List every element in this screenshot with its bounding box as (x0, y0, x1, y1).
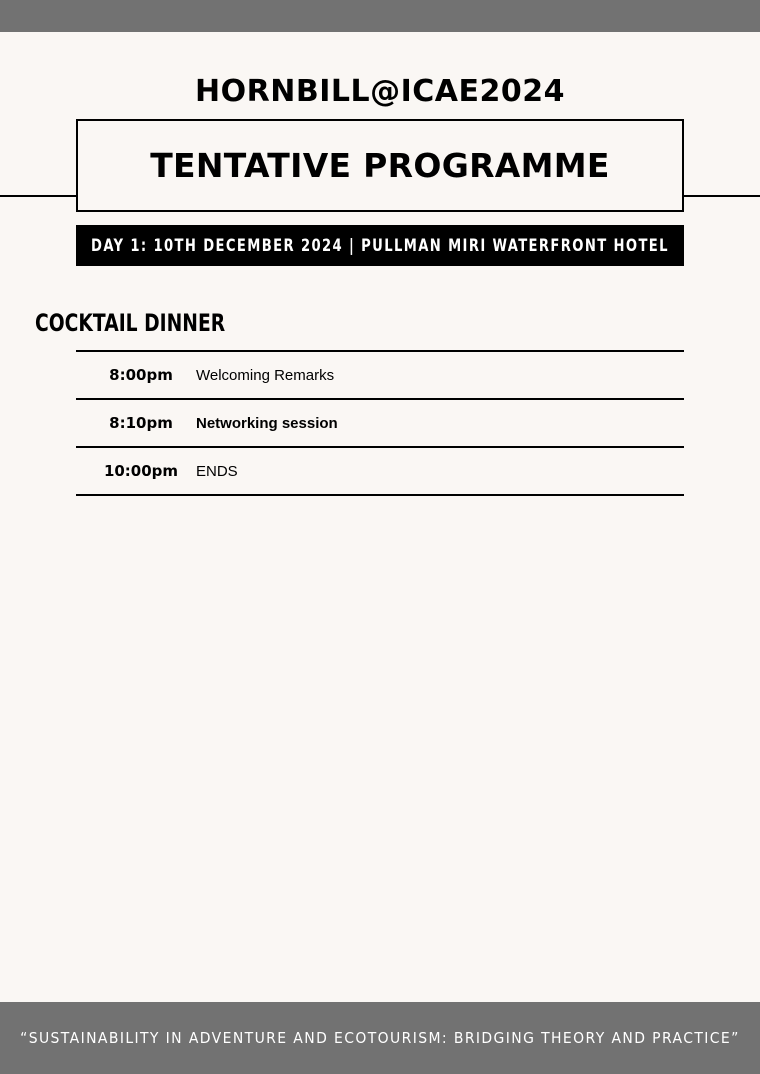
row-activity: Welcoming Remarks (196, 366, 335, 384)
table-row (76, 448, 684, 496)
footer-bar (0, 1002, 760, 1074)
table-row (76, 400, 684, 448)
section-title: COCKTAIL DINNER (35, 309, 226, 337)
left-divider (0, 195, 77, 197)
row-activity: Networking session (196, 414, 338, 432)
row-activity: ENDS (196, 462, 238, 480)
top-bar (0, 0, 760, 32)
row-time: 10:00pm (103, 462, 179, 480)
footer-tagline: “SUSTAINABILITY IN ADVENTURE AND ECOTOURISM: BRIDGING THEORY AND PRACTICE” (20, 1029, 740, 1047)
schedule-table (76, 350, 684, 496)
row-time: 8:10pm (109, 414, 173, 432)
programme-title: TENTATIVE PROGRAMME (150, 146, 610, 185)
programme-title-box (76, 119, 684, 212)
table-row (76, 352, 684, 400)
day-banner (76, 225, 684, 266)
day-banner-text: DAY 1: 10TH DECEMBER 2024 | PULLMAN MIRI WATERFRONT HOTEL (91, 235, 669, 256)
event-title: HORNBILL@ICAE2024 (195, 74, 565, 109)
row-time: 8:00pm (109, 366, 173, 384)
right-divider (683, 195, 760, 197)
